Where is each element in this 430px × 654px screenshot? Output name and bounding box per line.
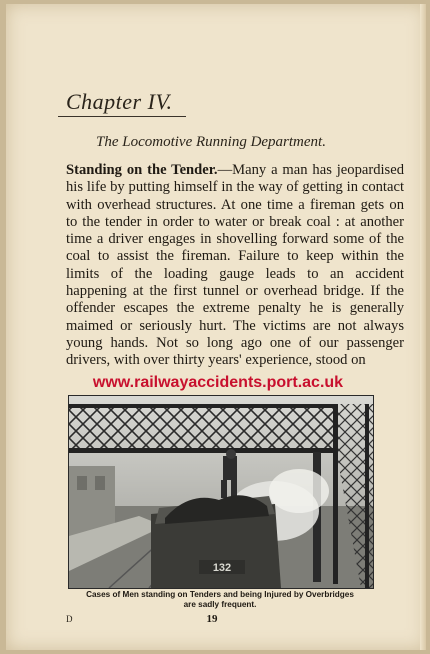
caption-line-2: are sadly frequent. [183, 599, 257, 609]
chapter-underline [58, 116, 186, 117]
chapter-heading: Chapter IV. [66, 89, 173, 114]
tender-number: 132 [212, 562, 232, 574]
page-number: 19 [206, 613, 218, 625]
section-title: The Locomotive Running Department. [96, 134, 326, 150]
photo-caption [68, 590, 372, 609]
page-edge-shadow [420, 4, 426, 650]
paragraph-lead: Standing on the Tender. [66, 162, 218, 178]
signature-mark: D [66, 614, 73, 624]
book-page [6, 4, 426, 650]
watermark-url: www.railwayaccidents.port.ac.uk [92, 374, 344, 391]
body-paragraph [66, 162, 404, 370]
photograph [68, 395, 374, 589]
photo-illustration [69, 396, 373, 588]
caption-line-1: Cases of Men standing on Tenders and being Injured by Overbridges [86, 590, 354, 599]
paragraph-body: —Many a man has jeopardised his life by putting himself in the way of getting in contact with overhead structures. At one time a fireman gets on to the tender in order to water or break coal : at another time a driver engages in shovelling forward some of the coal to assist the fireman. Failure to keep within the limits of the loading gauge leads to an accident happening at the first tunnel or overhead bridge. If the offender escapes the extreme penalty he is generally maimed or seriously hurt. The victims are not always young hands. Not so long ago one of our passenger drivers, with over thirty years' experience, stood on [66, 162, 405, 369]
